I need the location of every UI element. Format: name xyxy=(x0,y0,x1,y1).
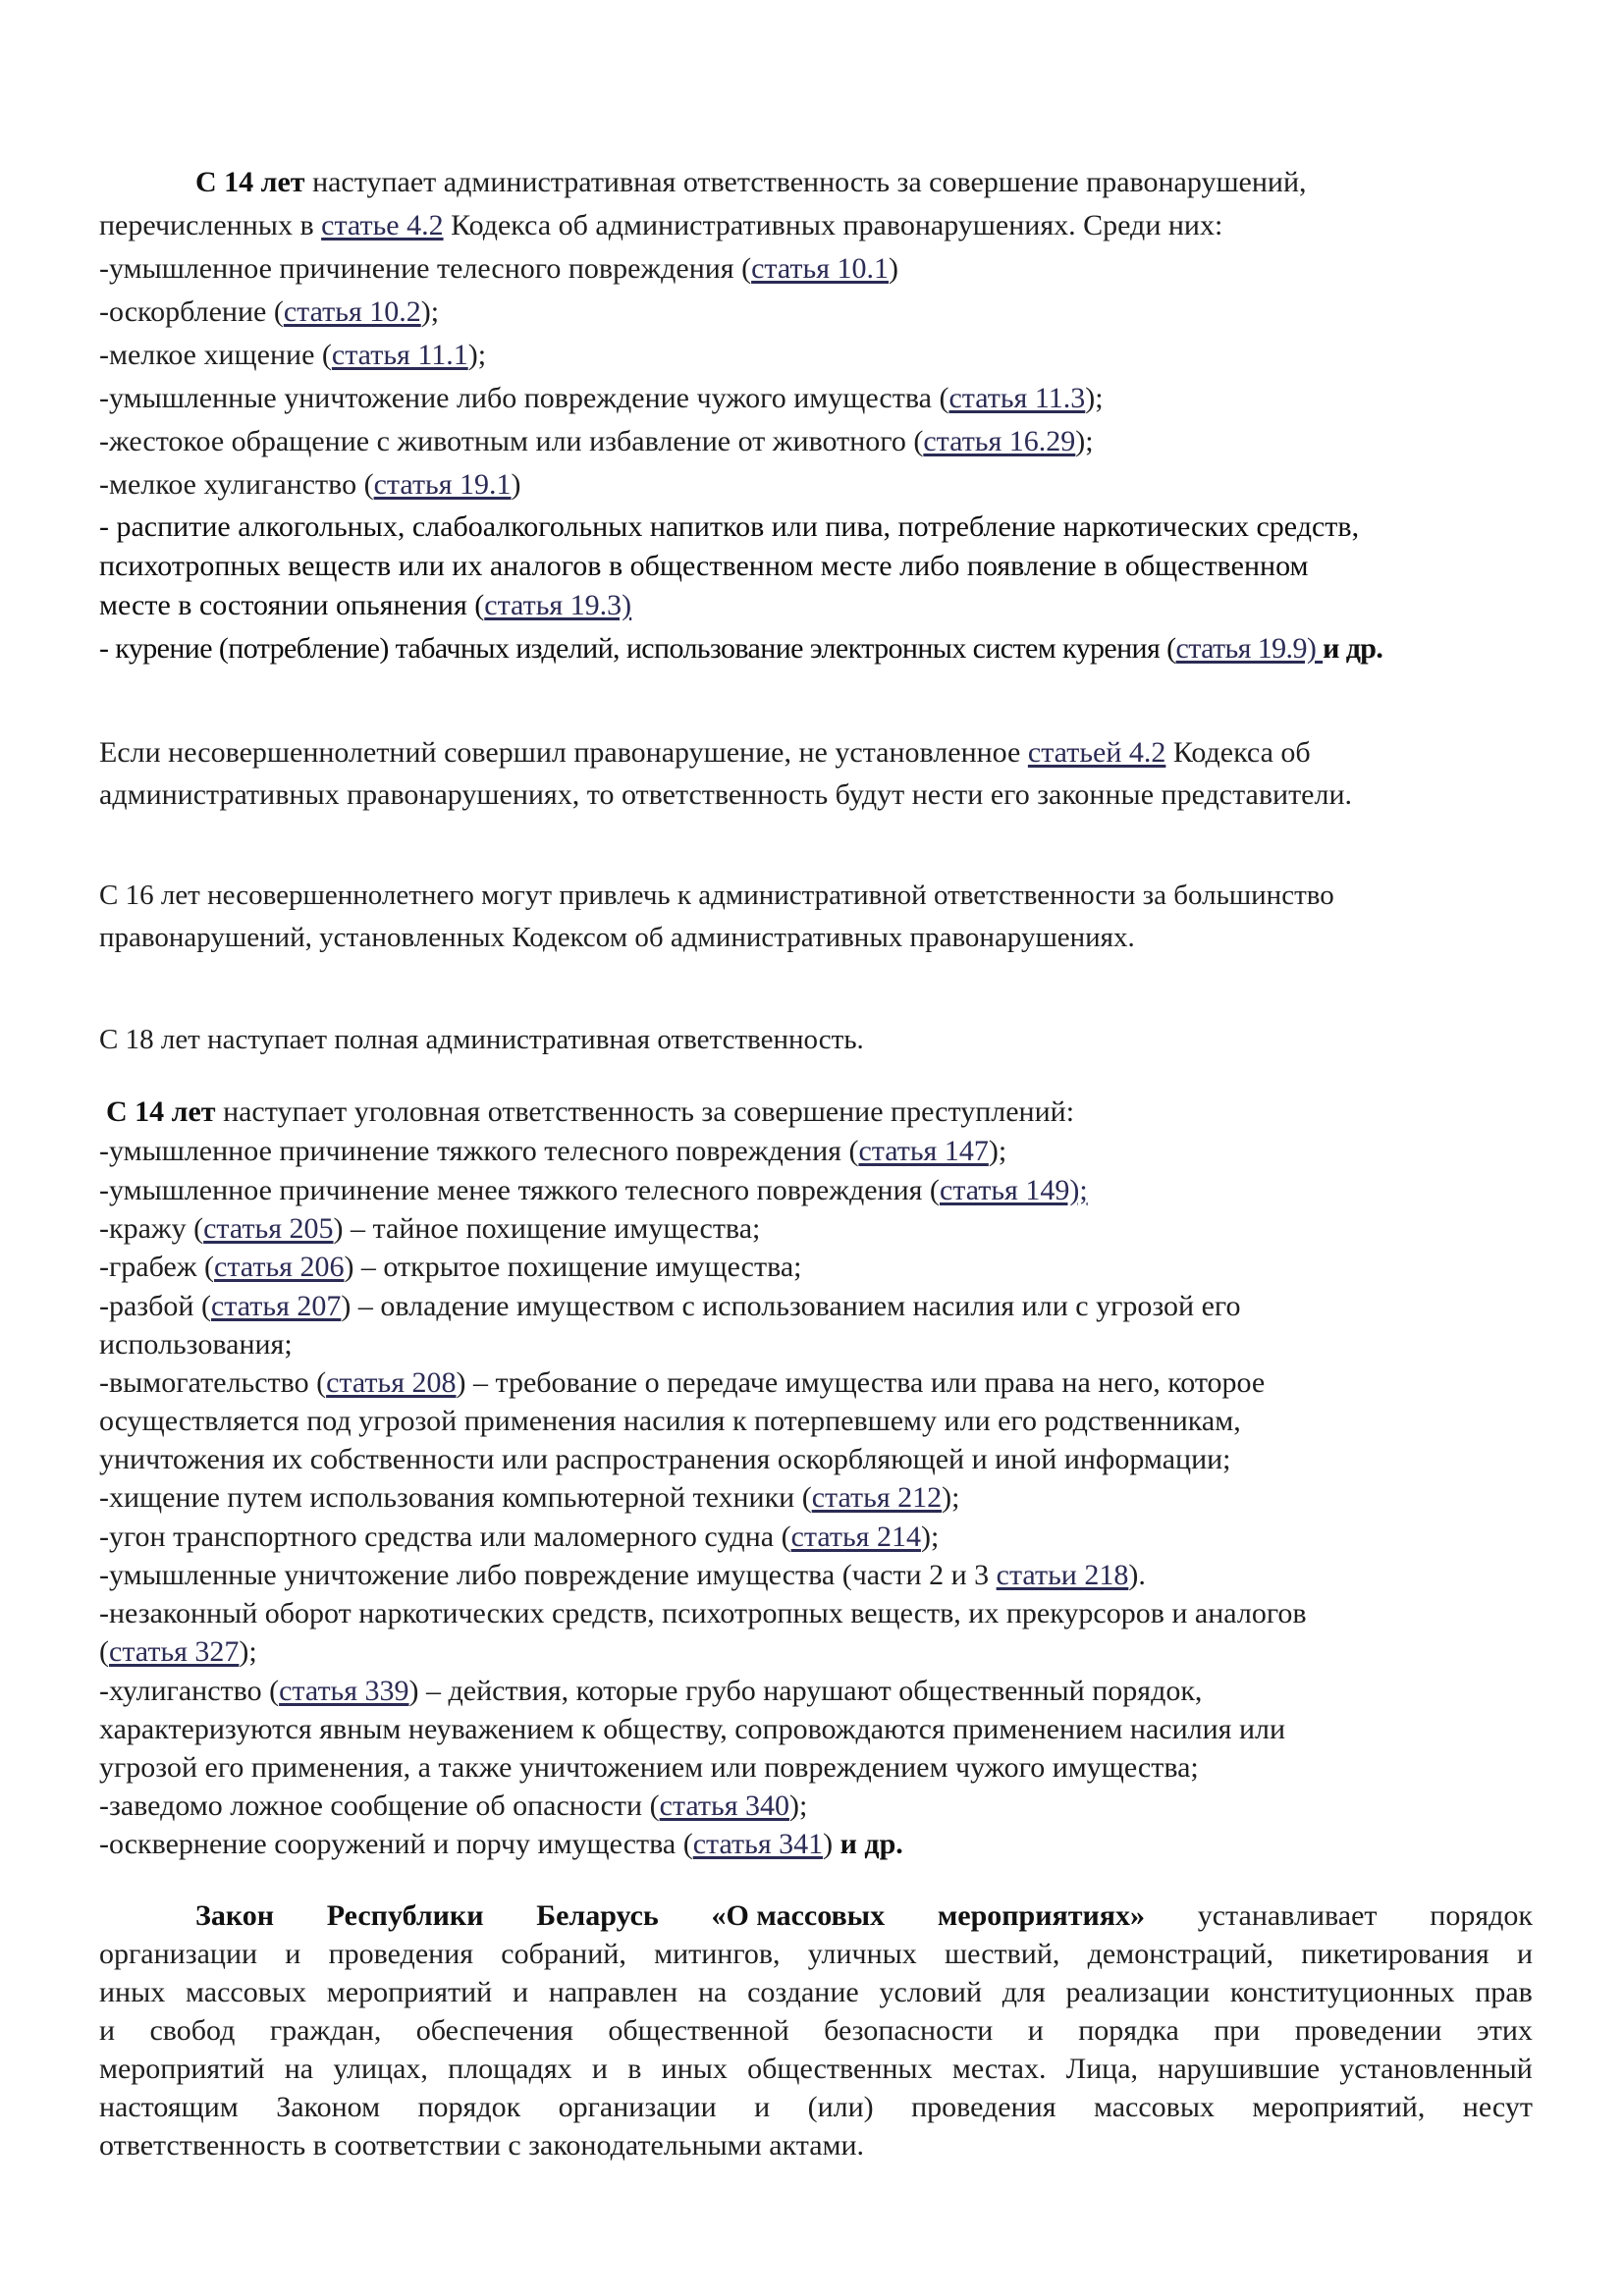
text: ); xyxy=(239,1635,257,1668)
text: ); xyxy=(789,1789,808,1822)
law-word: Лица, xyxy=(1065,2053,1139,2085)
text: ); xyxy=(942,1481,960,1514)
article-link[interactable]: статья 19.9) xyxy=(1175,632,1324,665)
article-link[interactable]: статья 327 xyxy=(109,1635,240,1668)
law-word: мероприятий, xyxy=(1252,2091,1426,2123)
text: ) – требование о передаче имущества или права на него, которое xyxy=(456,1366,1266,1399)
law-word: и xyxy=(591,2053,608,2085)
admin16-line2: правонарушений, установленных Кодексом об административных правонарушениях. xyxy=(99,922,1135,953)
criminal14-lead-bold: С 14 лет xyxy=(106,1095,216,1128)
law-word: общественной xyxy=(608,2014,789,2047)
law-word: свобод xyxy=(149,2014,236,2047)
law-word: настоящим xyxy=(99,2091,239,2123)
criminal-item xyxy=(99,1830,903,1859)
law-title-word: мероприятиях» xyxy=(937,1899,1145,1932)
admin14-lead-bold: С 14 лет xyxy=(195,166,305,198)
law-word: организации xyxy=(558,2091,717,2123)
criminal-item-cont: угрозой его применения, а также уничтожением или повреждением чужого имущества; xyxy=(99,1751,1199,1784)
law-word: общественных xyxy=(747,2053,933,2085)
article-link[interactable]: статья 339 xyxy=(279,1675,409,1707)
law-word: обеспечения xyxy=(415,2014,573,2047)
item-text: ) xyxy=(889,252,899,285)
item-text: -умышленное причинение телесного повреждения ( xyxy=(99,252,752,285)
article-link[interactable]: статья 207 xyxy=(210,1290,342,1322)
text: -умышленное причинение тяжкого телесного повреждения ( xyxy=(99,1135,859,1167)
text: ); xyxy=(988,1135,1007,1167)
criminal-item xyxy=(99,1137,1006,1166)
law-word: порядок xyxy=(417,2091,521,2123)
law-word: и xyxy=(99,2014,116,2047)
text: Если несовершеннолетний совершил правонарушение, не установленное xyxy=(99,736,1028,769)
law-word: на xyxy=(284,2053,314,2085)
law-word: при xyxy=(1214,2014,1261,2047)
article-link[interactable]: статья 208 xyxy=(326,1366,457,1399)
criminal-item xyxy=(99,1561,1146,1590)
law-line2 xyxy=(99,1940,1533,1969)
law-word: и xyxy=(285,1938,301,1970)
law-word: порядка xyxy=(1078,2014,1179,2047)
law-word: и xyxy=(754,2091,771,2123)
law-word: проведения xyxy=(911,2091,1056,2123)
text: ) – открытое похищение имущества; xyxy=(344,1251,802,1283)
law-word: условий xyxy=(879,1976,982,2008)
article-link[interactable]: статья 206 xyxy=(214,1251,345,1283)
law-line4 xyxy=(99,2016,1533,2046)
law-line5 xyxy=(99,2055,1533,2084)
law-word: несут xyxy=(1462,2091,1533,2123)
article-link[interactable]: статья 212 xyxy=(811,1481,943,1514)
admin14-alcohol-line1: - распитие алкогольных, слабоалкогольных напитков или пива, потребление наркотических средств, xyxy=(99,510,1360,543)
text: -умышленное причинение менее тяжкого телесного повреждения ( xyxy=(99,1174,940,1206)
law-word: мероприятий xyxy=(326,1976,493,2008)
admin14-item xyxy=(99,254,898,284)
law-word: иных xyxy=(661,2053,728,2085)
article-link[interactable]: статья 340 xyxy=(659,1789,789,1822)
criminal-item xyxy=(99,1253,802,1282)
text: ) xyxy=(823,1828,840,1860)
law-word: иных xyxy=(99,1976,166,2008)
reps-line2: административных правонарушениях, то ответственность будут нести его законные представители. xyxy=(99,778,1353,811)
law-line1 xyxy=(195,1901,1533,1931)
law-word: на xyxy=(697,1976,728,2008)
article-link[interactable]: статья 11.1 xyxy=(331,339,468,371)
text: ( xyxy=(99,1635,109,1668)
text: -заведомо ложное сообщение об опасности ( xyxy=(99,1789,660,1822)
law-word: граждан, xyxy=(269,2014,382,2047)
admin14-line2 xyxy=(99,211,1222,240)
item-text: -мелкое хулиганство ( xyxy=(99,468,374,501)
item-text: ); xyxy=(420,295,440,328)
item-text: ); xyxy=(1075,425,1094,457)
article-link[interactable]: статья 147 xyxy=(858,1135,989,1167)
admin14-item xyxy=(99,470,521,500)
law-title-word: Беларусь xyxy=(536,1899,659,1932)
law-word: улицах, xyxy=(333,2053,428,2085)
item-text: ); xyxy=(1085,382,1104,414)
law-word: установленный xyxy=(1339,2053,1533,2085)
law-word: уличных xyxy=(807,1938,917,1970)
article-link[interactable]: статьей 4.2 xyxy=(1027,736,1166,769)
text: месте в состоянии опьянения ( xyxy=(99,589,485,621)
law-word: площадях xyxy=(448,2053,572,2085)
text: -вымогательство ( xyxy=(99,1366,327,1399)
text: -осквернение сооружений и порчу имущества ( xyxy=(99,1828,693,1860)
text: ) – овладение имуществом с использованием насилия или с угрозой его xyxy=(341,1290,1241,1322)
law-word: (или) xyxy=(807,2091,874,2123)
item-text: -мелкое хищение ( xyxy=(99,339,332,371)
law-word: собраний, xyxy=(501,1938,626,1970)
criminal-item-cont: использования; xyxy=(99,1328,293,1361)
law-title-word: Закон xyxy=(195,1899,275,1932)
law-word: этих xyxy=(1476,2014,1533,2047)
admin14-item xyxy=(99,341,486,370)
text: -угон транспортного средства или маломерного судна ( xyxy=(99,1521,791,1553)
law-word: для xyxy=(1001,1976,1046,2008)
law-word: митингов, xyxy=(654,1938,781,1970)
law-word: нарушившие xyxy=(1158,2053,1321,2085)
law-word: создание xyxy=(747,1976,859,2008)
law-title-word: Республики xyxy=(326,1899,484,1932)
law-word: направлен xyxy=(548,1976,678,2008)
text: ). xyxy=(1128,1559,1146,1591)
criminal-item xyxy=(99,1176,1088,1205)
law-word: Законом xyxy=(276,2091,381,2123)
admin14-smoking xyxy=(99,634,1382,664)
admin14-item xyxy=(99,384,1104,413)
law-line3 xyxy=(99,1978,1533,2007)
etc-bold: и др. xyxy=(1323,632,1383,665)
text: ) – тайное похищение имущества; xyxy=(333,1212,761,1245)
text: - курение (потребление) табачных изделий, использование электронных систем курения ( xyxy=(99,632,1176,665)
article-link[interactable]: статья 149); xyxy=(939,1174,1088,1206)
article-link[interactable]: статья 205 xyxy=(203,1212,334,1245)
text: -хищение путем использования компьютерной техники ( xyxy=(99,1481,812,1514)
article-link[interactable]: статья 214 xyxy=(790,1521,921,1553)
criminal-item xyxy=(99,1483,959,1513)
law-line6 xyxy=(99,2093,1533,2122)
admin14-lead xyxy=(195,168,1307,197)
law-word: массовых xyxy=(1093,2091,1215,2123)
admin18-line1: С 18 лет наступает полная административная ответственность. xyxy=(99,1024,864,1055)
law-word: и xyxy=(1027,2014,1044,2047)
reps-line1 xyxy=(99,738,1311,768)
article-link[interactable]: статьи 218 xyxy=(996,1559,1129,1591)
criminal-item-cont: характеризуются явным неуважением к обществу, сопровождаются применением насилия или xyxy=(99,1713,1286,1745)
text: ) – действия, которые грубо нарушают общественный порядок, xyxy=(408,1675,1203,1707)
criminal-item xyxy=(99,1791,807,1821)
criminal-item xyxy=(99,1677,1202,1706)
text: -умышленные уничтожение либо повреждение имущества (части 2 и 3 xyxy=(99,1559,997,1591)
law-word: организации xyxy=(99,1938,258,1970)
admin14-item xyxy=(99,297,439,327)
law-word: демонстраций, xyxy=(1087,1938,1274,1970)
article-link[interactable]: статья 341 xyxy=(692,1828,824,1860)
criminal-item-cont: осуществляется под угрозой применения насилия к потерпевшему или его родственникам, xyxy=(99,1405,1241,1437)
text: ); xyxy=(920,1521,940,1553)
text: Кодекса об xyxy=(1165,736,1311,769)
item-text: ) xyxy=(511,468,521,501)
text: перечисленных в xyxy=(99,209,322,241)
law-word: порядок xyxy=(1430,1899,1533,1932)
admin14-alcohol-line2: психотропных веществ или их аналогов в общественном месте либо появление в общественном xyxy=(99,550,1309,582)
law-word: безопасности xyxy=(824,2014,994,2047)
article-link[interactable]: статья 19.1 xyxy=(373,468,512,501)
law-word: реализации xyxy=(1065,1976,1211,2008)
text: -хулиганство ( xyxy=(99,1675,280,1707)
article-link[interactable]: статья 10.2 xyxy=(283,295,421,328)
admin16-line1: С 16 лет несовершеннолетнего могут привлечь к административной ответственности за большинство xyxy=(99,880,1334,911)
admin14-lead-text: наступает административная ответственность за совершение правонарушений, xyxy=(304,166,1307,198)
criminal14-lead xyxy=(106,1097,1074,1127)
law-word: пикетирования xyxy=(1301,1938,1489,1970)
text: -грабеж ( xyxy=(99,1251,215,1283)
law-word: шествий, xyxy=(945,1938,1060,1970)
criminal-item-cont: уничтожения их собственности или распространения оскорбляющей и иной информации; xyxy=(99,1443,1231,1475)
criminal-item xyxy=(99,1368,1265,1398)
article-link[interactable]: статья 16.29 xyxy=(923,425,1076,457)
law-word: в xyxy=(627,2053,642,2085)
law-word: местах. xyxy=(951,2053,1047,2085)
law-word: проведении xyxy=(1294,2014,1442,2047)
article-link[interactable]: статья 11.3 xyxy=(948,382,1086,414)
text: -кражу ( xyxy=(99,1212,204,1245)
law-word: и xyxy=(1516,1938,1533,1970)
law-word: проведения xyxy=(328,1938,474,1970)
article-link[interactable]: статья 10.1 xyxy=(751,252,890,285)
text: -разбой ( xyxy=(99,1290,211,1322)
article-link[interactable]: статья 19.3) xyxy=(484,589,632,621)
criminal-item xyxy=(99,1292,1240,1321)
criminal-item: -незаконный оборот наркотических средств, психотропных веществ, их прекурсоров и аналогов xyxy=(99,1597,1307,1629)
law-word: мероприятий xyxy=(99,2053,265,2085)
item-text: -жестокое обращение с животным или избавление от животного ( xyxy=(99,425,924,457)
item-text: -оскорбление ( xyxy=(99,295,284,328)
text: Кодекса об административных правонарушениях. Среди них: xyxy=(443,209,1223,241)
law-word: и xyxy=(512,1976,529,2008)
text: наступает уголовная ответственность за совершение преступлений: xyxy=(215,1095,1075,1128)
admin14-alcohol-line3 xyxy=(99,591,631,620)
criminal-item xyxy=(99,1522,939,1552)
law-title-word: «О массовых xyxy=(711,1899,886,1932)
admin14-item xyxy=(99,427,1094,456)
law-word: массовых xyxy=(186,1976,307,2008)
etc-bold: и др. xyxy=(839,1828,903,1860)
item-text: -умышленные уничтожение либо повреждение чужого имущества ( xyxy=(99,382,949,414)
law-word: устанавливает xyxy=(1197,1899,1378,1932)
item-text: ); xyxy=(467,339,487,371)
article-link[interactable]: статье 4.2 xyxy=(321,209,444,241)
criminal-item-cont xyxy=(99,1637,257,1667)
law-line7: ответственность в соответствии с законодательными актами. xyxy=(99,2129,865,2162)
criminal-item xyxy=(99,1214,760,1244)
law-word: конституционных xyxy=(1229,1976,1455,2008)
law-word: прав xyxy=(1475,1976,1533,2008)
